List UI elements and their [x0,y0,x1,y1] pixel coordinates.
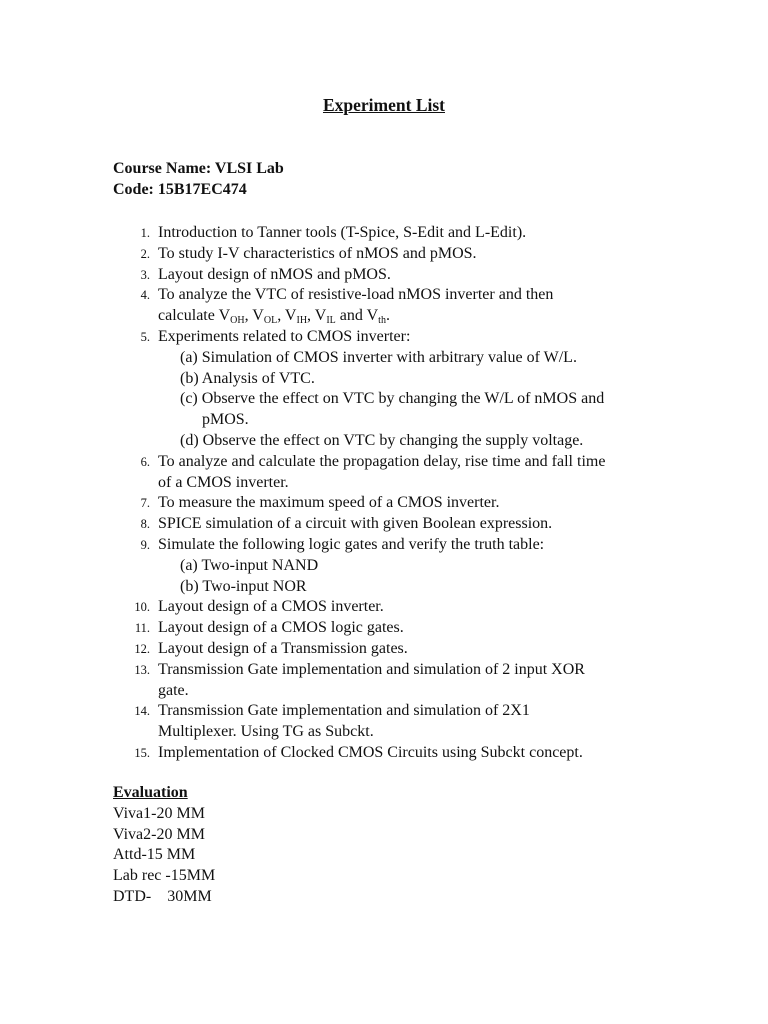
item-number: 3. [140,267,150,282]
item-number: 11. [134,621,150,636]
item-text: Simulate the following logic gates and verify the truth table: [158,535,545,553]
course-code: Code: 15B17EC474 [113,180,247,198]
item-number: 4. [140,288,150,303]
voltage-symbol: V [252,307,264,325]
voltage-symbol: V [218,307,231,325]
item-text: Implementation of Clocked CMOS Circuits using Subckt concept. [158,743,583,761]
sub-item [158,389,656,431]
item-text-continued: of a CMOS inverter. [158,473,289,491]
item-number: 15. [134,745,150,760]
evaluation-item: Lab rec -15MM [113,867,216,885]
sub-item: (b) Two-input NOR [180,577,307,595]
item-text: SPICE simulation of a circuit with given Boolean expression. [158,515,553,533]
item-number: 10. [134,600,150,615]
item-text: Layout design of nMOS and pMOS. [158,265,391,283]
evaluation-item: Viva1-20 MM [113,804,205,822]
list-item [113,597,656,618]
list-item [113,535,656,597]
list-item [113,743,656,764]
list-item [113,327,656,452]
item-number: 2. [140,246,150,261]
page-title: Experiment List [322,95,445,115]
item-text: Layout design of a CMOS logic gates. [158,619,404,637]
voltage-subscript: OL [263,315,278,327]
item-text: To study I-V characteristics of nMOS and pMOS. [158,244,477,262]
list-item [113,493,656,514]
calc-word: calculate [158,307,215,325]
list-item [113,514,656,535]
sub-item: (b) Analysis of VTC. [180,369,315,387]
item-number: 14. [134,704,150,719]
voltage-symbol: V [366,307,379,325]
item-number: 6. [140,454,150,469]
course-name: Course Name: VLSI Lab [113,160,284,177]
voltage-subscript: IH [296,315,308,327]
evaluation-item: Attd-15 MM [113,846,196,864]
evaluation-section [113,783,215,908]
list-item [113,223,656,244]
voltage-subscript: OH [230,315,245,327]
item-number: 8. [140,517,150,532]
item-number: 7. [140,496,150,511]
item-text: To analyze and calculate the propagation delay, rise time and fall time [158,452,606,470]
sub-item: (d) Observe the effect on VTC by changing the supply voltage. [180,431,584,449]
list-item [113,285,656,327]
sub-item: (a) Two-input NAND [180,556,319,574]
course-info [113,159,284,201]
sub-item-line: pMOS. [202,411,249,429]
item-text: Transmission Gate implementation and simulation of 2 input XOR [158,660,585,678]
dtd-value: 30MM [167,887,212,905]
voltage-symbol: V [314,307,327,325]
experiment-list [113,223,656,764]
item-text-continued: Multiplexer. Using TG as Subckt. [158,723,374,741]
item-number: 1. [140,226,150,240]
list-item [113,244,656,265]
dtd-label: DTD- [113,887,152,905]
item-text: To analyze the VTC of resistive-load nMOS inverter and then [158,286,554,304]
item-text: Experiments related to CMOS inverter: [158,327,411,345]
item-text: To measure the maximum speed of a CMOS inverter. [158,494,500,512]
evaluation-item: Viva2-20 MM [113,825,205,843]
and-word: and [339,307,363,325]
sub-item: (a) Simulation of CMOS inverter with arbitrary value of W/L. [180,348,577,366]
voltage-subscript: IL [326,315,336,327]
voltage-subscript: th [378,315,386,327]
item-text: Transmission Gate implementation and simulation of 2X1 [158,702,530,720]
item-number: 5. [140,329,150,344]
item-number: 12. [134,641,150,656]
item-text: Layout design of a CMOS inverter. [158,598,384,616]
item-text: Introduction to Tanner tools (T-Spice, S-Edit and L-Edit). [158,224,527,241]
evaluation-heading: Evaluation [113,784,188,801]
item-number: 9. [140,537,150,552]
sub-item-line: (c) Observe the effect on VTC by changing the W/L of nMOS and [180,390,605,408]
item-number: 13. [134,662,150,677]
item-text: Layout design of a Transmission gates. [158,639,408,657]
list-item [113,618,656,639]
list-item [113,452,656,494]
list-item [113,660,656,702]
list-item [113,265,656,286]
list-item [113,701,656,743]
item-text-continued: gate. [158,681,189,699]
evaluation-item [113,887,215,908]
list-item [113,639,656,660]
item-text-continued: calculate $V_{OH}$, $V_{OL}$, $V_{IH}$, $V_{IL}$ and $V_{th}$. [158,307,390,327]
voltage-symbol: V [284,307,297,325]
